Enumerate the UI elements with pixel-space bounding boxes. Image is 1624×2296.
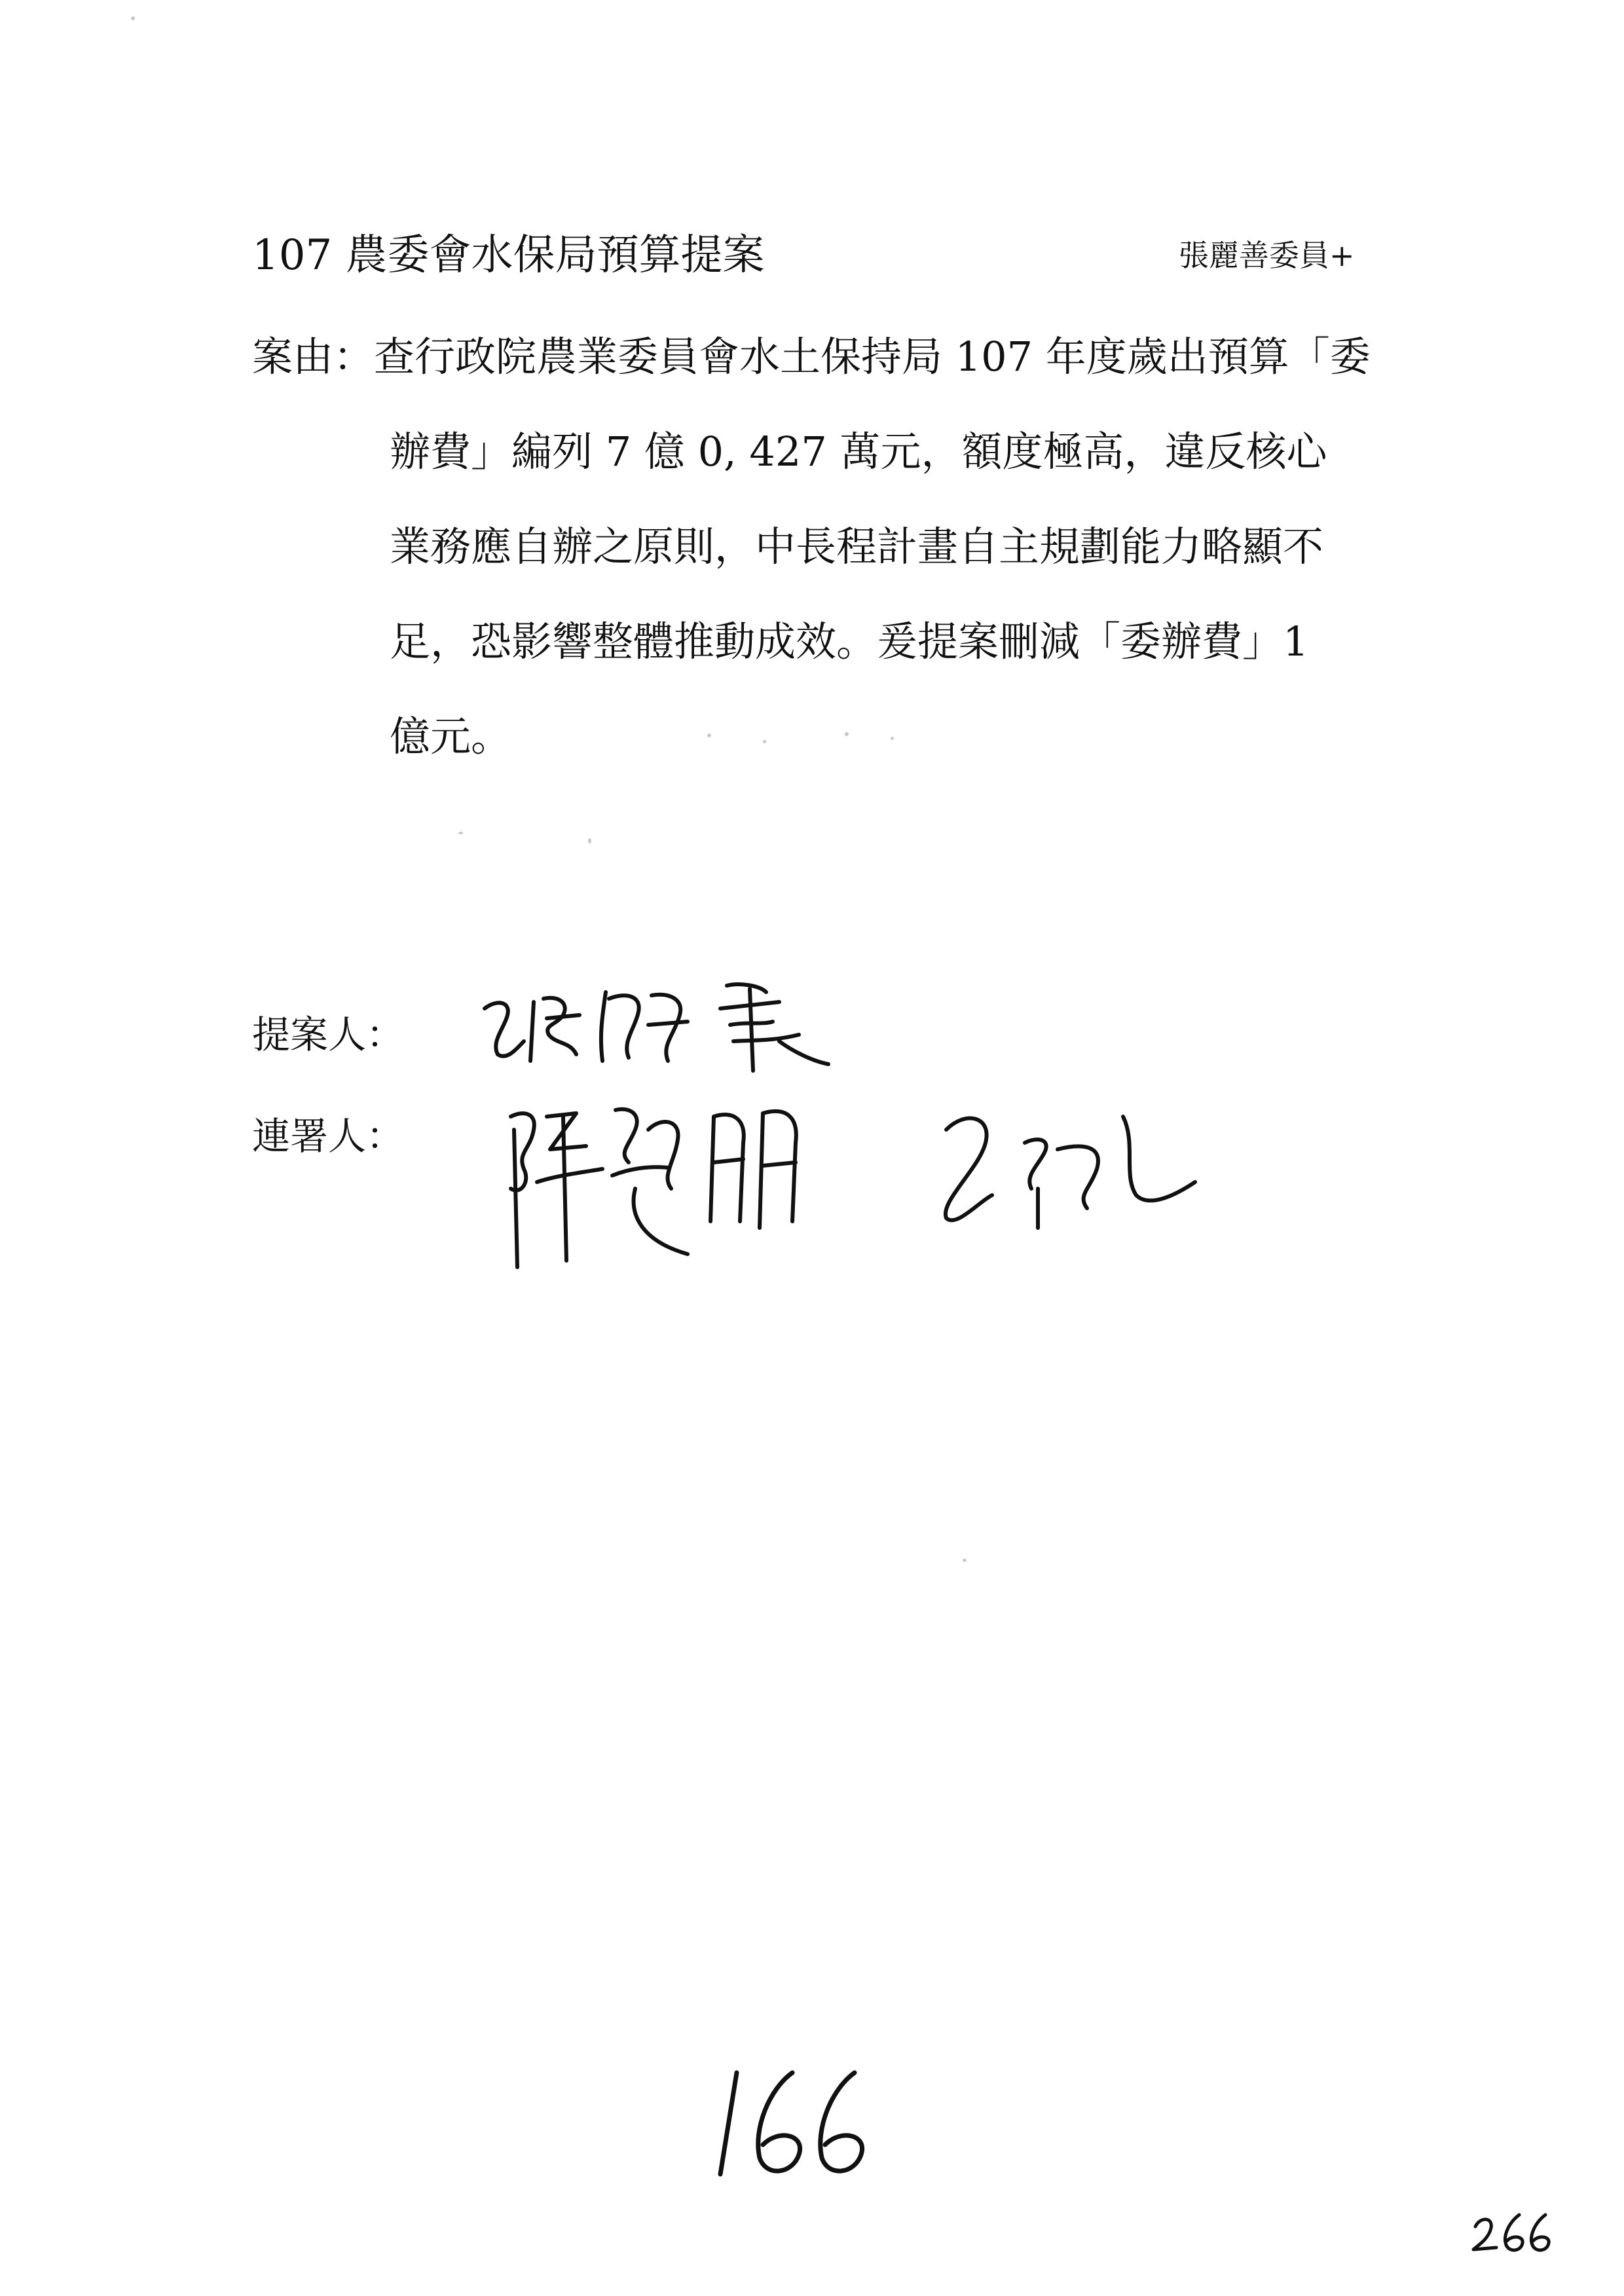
scan-speck [588, 838, 591, 843]
scan-speck [458, 832, 463, 834]
case-text-line: 業務應自辦之原則，中長程計畫自主規劃能力略顯不 [390, 523, 1324, 570]
case-text-line: 足，恐影響整體推動成效。爰提案刪減「委辦費」1 [390, 618, 1309, 665]
corner-page-number [1470, 2207, 1555, 2259]
scan-speck [707, 733, 711, 737]
scan-speck [963, 1559, 967, 1562]
document-title: 107 農委會水保局預算提案 [252, 231, 765, 280]
case-text-line: 億元。 [390, 713, 512, 760]
case-text-line: 辦費」編列 7 億 0, 427 萬元，額度極高，違反核心 [390, 428, 1327, 475]
handwritten-page-number [707, 2063, 877, 2187]
proposer-label: 提案人： [252, 1012, 405, 1057]
member-name: 張麗善委員+ [1179, 238, 1355, 273]
cosigner-signature [498, 1090, 864, 1287]
scan-speck [131, 16, 135, 20]
scan-speck [763, 740, 766, 743]
proposer-signature [471, 963, 838, 1081]
scan-speck [891, 737, 894, 740]
case-text-line: 案由：查行政院農業委員會水土保持局 107 年度歲出預算「委 [252, 333, 1371, 380]
cosigner-signature [927, 1103, 1208, 1234]
cosigner-label: 連署人： [252, 1114, 405, 1158]
scan-speck [845, 732, 849, 736]
